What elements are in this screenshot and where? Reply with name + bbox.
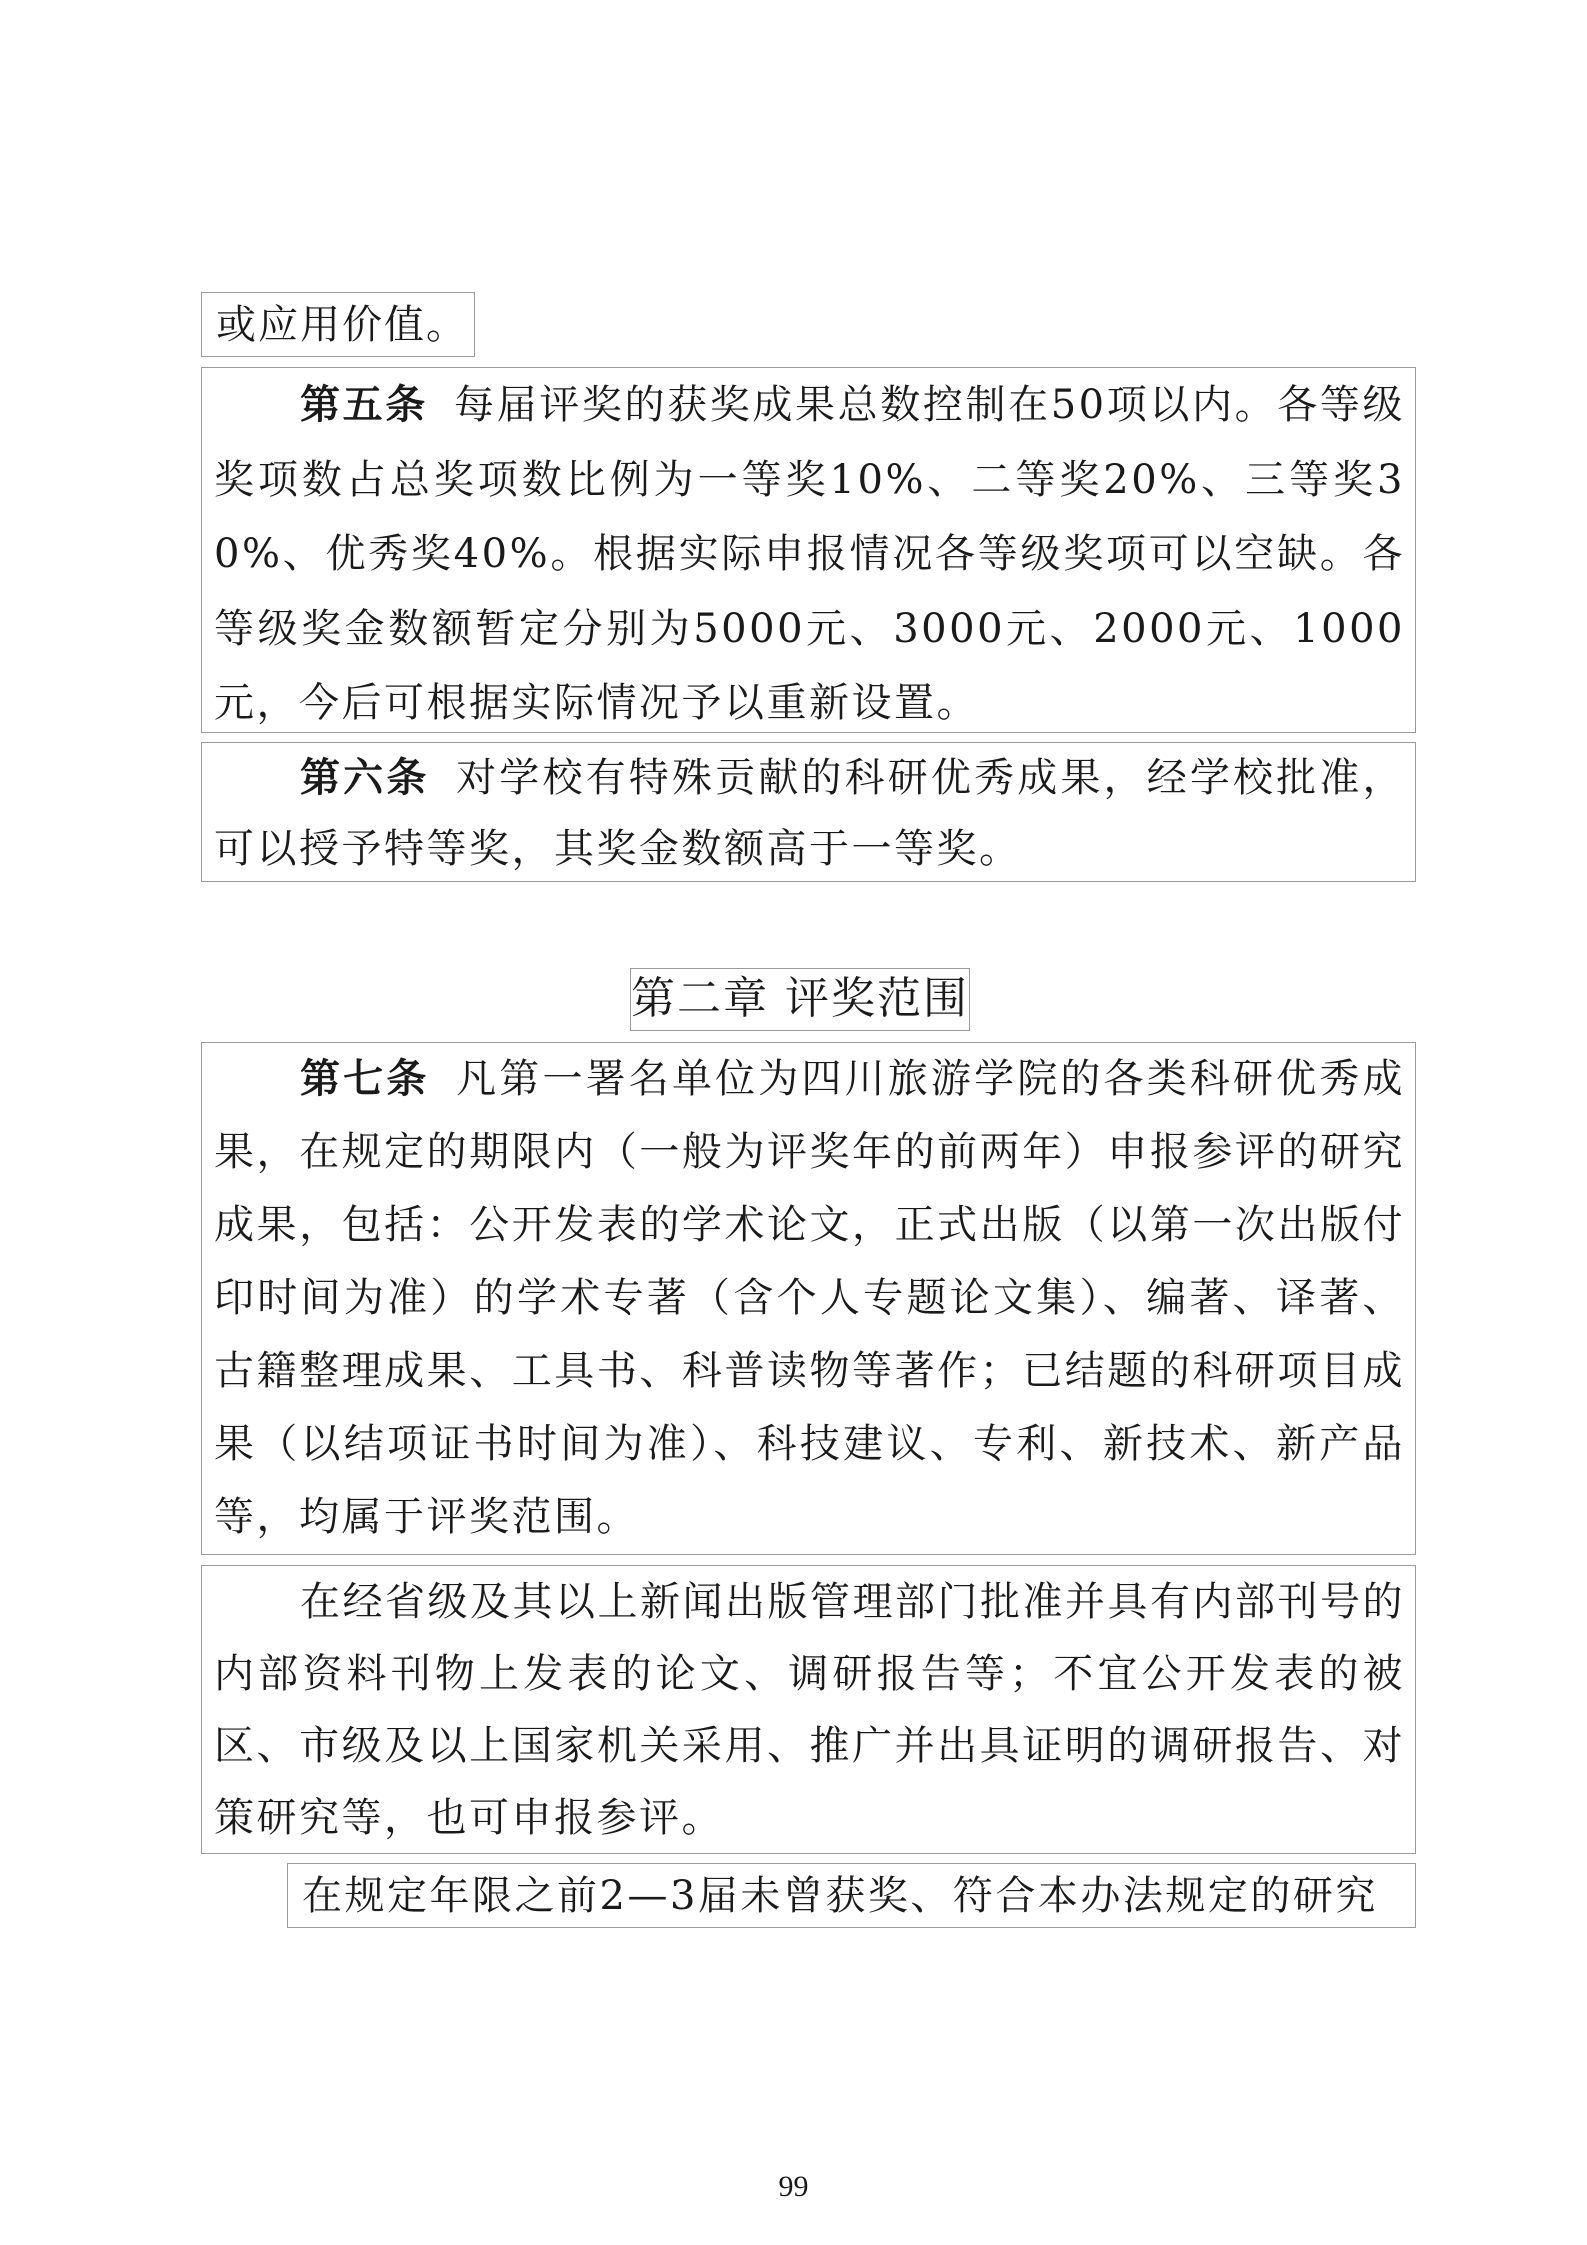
paragraph-3: 在规定年限之前2—3届未曾获奖、符合本办法规定的研究: [287, 1863, 1416, 1928]
article-7-text: 凡第一署名单位为四川旅游学院的各类科研优秀成果，在规定的期限内（一般为评奖年的前两年）申报参评的研究成果，包括：公开发表的学术论文，正式出版（以第一次出版付印时间为准）的学术专著（含个人专题论文集）、编著、译著、古籍整理成果、工具书、科普读物等著作；已结题的科研项目成果（以结项证书时间为准）、科技建议、专利、新技术、新产品等，均属于评奖范围。: [214, 1056, 1406, 1540]
page-number: 99: [778, 2170, 809, 2203]
article-5-text: 每届评奖的获奖成果总数控制在50项以内。各等级奖项数占总奖项数比例为一等奖10%、二等奖20%、三等奖30%、优秀奖40%。根据实际申报情况各等级奖项可以空缺。各等级奖金数额暂定分别为5000元、3000元、2000元、1000元，今后可根据实际情况予以重新设置。: [214, 382, 1405, 726]
article-5: [201, 367, 1416, 733]
continuation-text: 或应用价值。: [201, 292, 475, 357]
article-6-text: 对学校有特殊贡献的科研优秀成果，经学校批准，可以授予特等奖，其奖金数额高于一等奖。: [214, 755, 1406, 872]
article-7: [201, 1042, 1416, 1555]
article-6-label: 第六条: [300, 755, 430, 801]
chapter-title: 第二章 评奖范围: [630, 968, 970, 1031]
article-7-label: 第七条: [300, 1056, 430, 1102]
paragraph-2: 在经省级及其以上新闻出版管理部门批准并具有内部刊号的内部资料刊物上发表的论文、调研报告等；不宜公开发表的被区、市级及以上国家机关采用、推广并出具证明的调研报告、对策研究等，也可申报参评。: [201, 1565, 1416, 1854]
article-5-label: 第五条: [300, 382, 428, 428]
article-6: [201, 742, 1416, 882]
